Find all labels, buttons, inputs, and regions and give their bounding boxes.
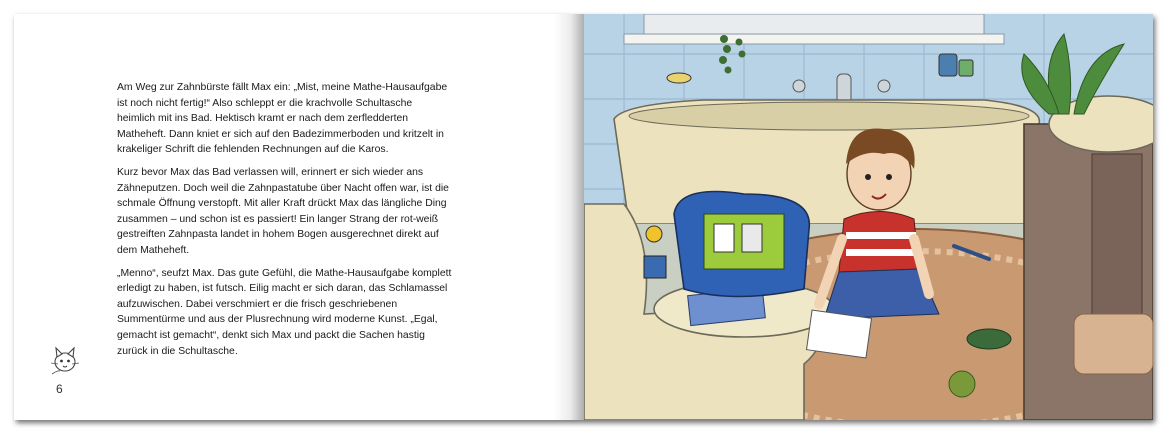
school-backpack — [674, 192, 809, 297]
page-number: 6 — [56, 382, 63, 396]
open-notebook — [807, 310, 872, 358]
story-text — [117, 80, 452, 366]
story-paragraph-3: „Menno“, seufzt Max. Das gute Gefühl, die Mathe-Hausaufgabe komplett erledigt zu haben, ist futsch. Eilig macht er sich daran, das Schlamassel aufzuwischen. Dabei verschmiert er die frisch geschriebenen Summentürme und aus der Plusrechnung wird moderne Kunst. „Egal, gemacht ist gemacht“, denkt sich Max und packt die Sachen hastig zurück in die Schultasche. — [117, 267, 452, 357]
soap-icon — [667, 73, 691, 83]
towel-stack — [1074, 314, 1153, 374]
story-paragraph-2: Kurz bevor Max das Bad verlassen will, erinnert er sich wieder ans Zähneputzen. Doch weil die Zahnpastatube über Nacht offen war, ist die schmale Öffnung verstopft. Mit aller Kraft drückt Max das längliche Ding zusammen – und schon ist es passiert! Ein langer Strang der rot-weiß gestreiften Zahnpasta landet in hohem Bogen ausgerechnet direkt auf dem Matheheft. — [117, 166, 449, 256]
story-paragraph-1: Am Weg zur Zahnbürste fällt Max ein: „Mist, meine Mathe-Hausaufgabe ist noch nicht fertig!“ Also schleppt er die krachvolle Schultasche heimlich mit ins Bad. Hektisch kramt er nach dem zerfledderten Matheheft. Dann kniet er sich auf den Badezimmerboden und kritzelt in krakeliger Schrift die fehlenden Rechnungen auf die Karos. — [117, 82, 448, 156]
jar-icon — [939, 54, 957, 76]
rubber-duck-icon — [646, 226, 662, 242]
book-spread — [14, 14, 1153, 420]
window-sill — [644, 14, 984, 34]
dice-icon — [644, 256, 666, 278]
bathroom-illustration — [584, 14, 1153, 420]
glasses-case-icon — [967, 329, 1011, 349]
left-page — [14, 14, 580, 420]
cat-mascot-icon — [48, 344, 82, 378]
book-gutter-shadow — [554, 14, 584, 420]
apple-icon — [949, 371, 975, 397]
